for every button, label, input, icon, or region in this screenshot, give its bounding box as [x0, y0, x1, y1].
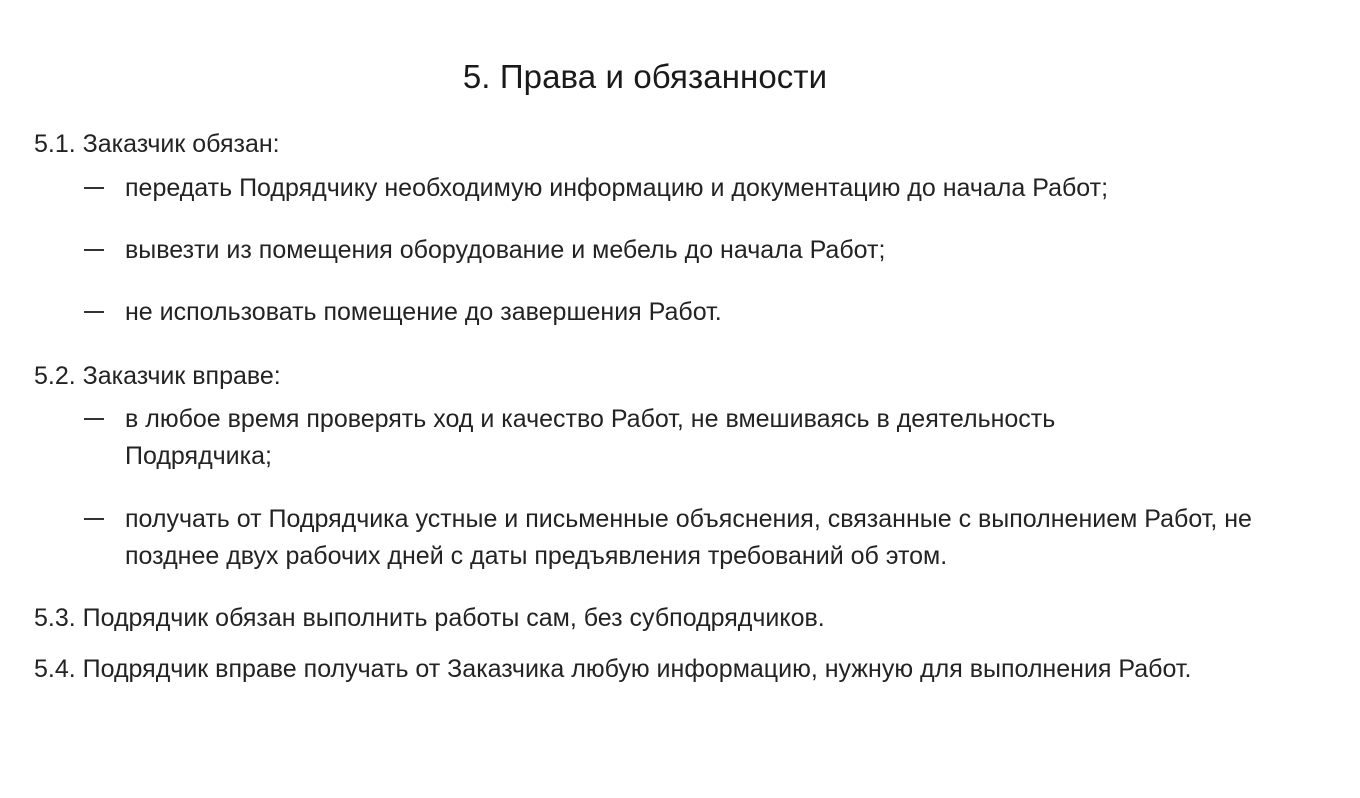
list-item: [84, 501, 1269, 575]
list-item: [84, 401, 1184, 475]
list-item-text: не использовать помещение до завершения Работ.: [125, 298, 722, 326]
clause-5-4: 5.4. Подрядчик вправе получать от Заказчика любую информацию, нужную для выполнения Работ.: [34, 655, 1192, 683]
list-item-text: передать Подрядчику необходимую информацию и документацию до начала Работ;: [125, 174, 1109, 202]
list-item-text: вывезти из помещения оборудование и мебель до начала Работ;: [125, 236, 886, 264]
section-title: 5. Права и обязанности: [462, 58, 828, 95]
list-item: [84, 294, 1274, 331]
list-item-text: в любое время проверять ход и качество Работ, не вмешиваясь в деятельность Подрядчика;: [125, 405, 1056, 470]
clause-5-1-label: 5.1. Заказчик обязан:: [34, 130, 280, 158]
list-item: [84, 232, 1274, 269]
list-item-text: получать от Подрядчика устные и письменные объяснения, связанные с выполнением Работ, не позднее двух рабочих дней с даты предъявления требований об этом.: [125, 505, 1252, 570]
list-item: [84, 170, 1274, 207]
clause-5-2-label: 5.2. Заказчик вправе:: [34, 362, 281, 390]
clause-5-3: 5.3. Подрядчик обязан выполнить работы сам, без субподрядчиков.: [34, 604, 825, 632]
